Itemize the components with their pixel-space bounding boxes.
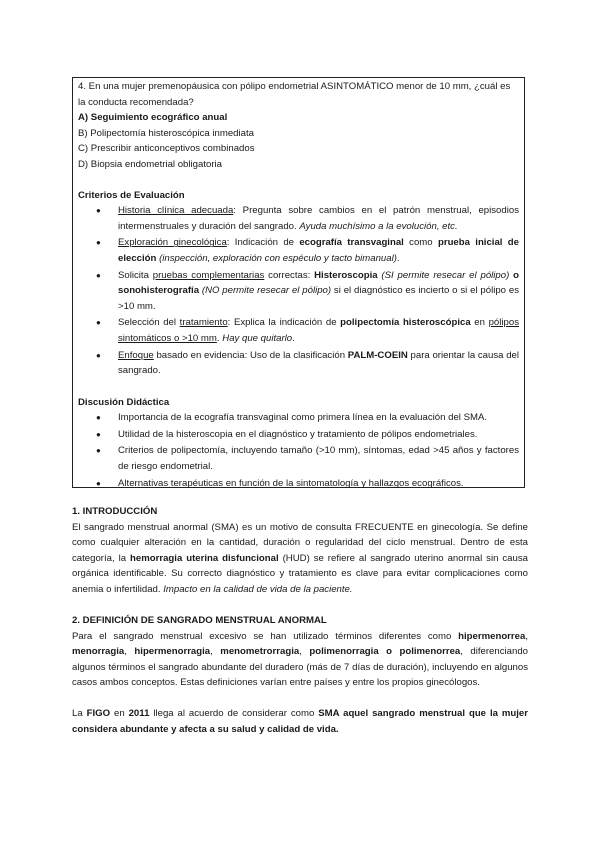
discussion-item: ● Alternativas terapéuticas en función de la sintomatología y hallazgos ecográficos. — [118, 476, 519, 492]
discussion-list — [78, 410, 519, 491]
criteria-item: ● Solicita pruebas complementarias correctas: Histeroscopia (SI permite resecar el pólipo) o sonohisterografía (NO permite resecar el pólipo) si el diagnóstico es incierto o si el pólipo es >10 mm. — [118, 268, 519, 315]
discussion-item: ● Importancia de la ecografía transvaginal como primera línea en la evaluación del SMA. — [118, 410, 519, 426]
definition-paragraph: Para el sangrado menstrual excesivo se han utilizado términos diferentes como hipermenorrea, menorragia, hipermenorragia, menometrorragia, polimenorragia o polimenorrea, diferenciando algunos términos el sangrado abundante del duradero (más de 7 días de duración), incluyendo en algunos casos ambos conceptos. Estas definiciones varían entre países y entre los propios ginecólogos. — [72, 630, 528, 689]
criteria-list — [78, 203, 519, 379]
option-b: B) Polipectomía histeroscópica inmediata — [78, 127, 254, 139]
option-a: A) Seguimiento ecográfico anual — [78, 112, 228, 124]
discussion-item: ● Utilidad de la histeroscopia en el diagnóstico y tratamiento de pólipos endometriales. — [118, 427, 519, 443]
definition-heading: 2. DEFINICIÓN DE SANGRADO MENSTRUAL ANORMAL — [72, 615, 327, 626]
definition-section — [72, 613, 528, 737]
question-box — [72, 77, 525, 488]
discussion-item: ● Criterios de polipectomía, incluyendo tamaño (>10 mm), síntomas, edad >45 años y factores de riesgo endometrial. — [118, 443, 519, 474]
criteria-item: ● Historia clínica adecuada: Pregunta sobre cambios en el patrón menstrual, episodios intermenstruales y duración del sangrado. Ayuda muchísimo a la evolución, etc. — [118, 203, 519, 234]
intro-section — [72, 504, 528, 598]
figo-paragraph: La FIGO en 2011 llega al acuerdo de considerar como SMA aquel sangrado menstrual que la mujer considera abundante y afecta a su salud y calidad de vida. — [72, 707, 528, 735]
criteria-title: Criterios de Evaluación — [78, 189, 185, 201]
criteria-item: ● Selección del tratamiento: Explica la indicación de polipectomía histeroscópica en pólipos sintomáticos o >10 mm. Hay que quitarlo. — [118, 315, 519, 346]
option-c: C) Prescribir anticonceptivos combinados — [78, 143, 255, 155]
intro-heading: 1. INTRODUCCIÓN — [72, 506, 158, 517]
discussion-title: Discusión Didáctica — [78, 396, 170, 408]
intro-paragraph: El sangrado menstrual anormal (SMA) es un motivo de consulta FRECUENTE en ginecología. Se define como cualquier alteración en la cantidad, duración o regularidad del ciclo menstrual. Dentro de esta categoría, la hemorragia uterina disfuncional (HUD) se refiere al sangrado uterino anormal sin causa orgánica identificable. Su correcto diagnóstico y tratamiento es clave para evitar complicaciones como anemia o infertilidad. Impacto en la calidad de vida de la paciente. — [72, 521, 528, 595]
question-text: 4. En una mujer premenopáusica con pólipo endometrial ASINTOMÁTICO menor de 10 mm, ¿cuál es la conducta recomendada? — [78, 81, 511, 108]
criteria-item: ● Exploración ginecológica: Indicación de ecografía transvaginal como prueba inicial de elección (inspección, exploración con espéculo y tacto bimanual). — [118, 235, 519, 266]
option-d: D) Biopsia endometrial obligatoria — [78, 158, 222, 170]
criteria-item: ● Enfoque basado en evidencia: Uso de la clasificación PALM-COEIN para orientar la causa del sangrado. — [118, 348, 519, 379]
